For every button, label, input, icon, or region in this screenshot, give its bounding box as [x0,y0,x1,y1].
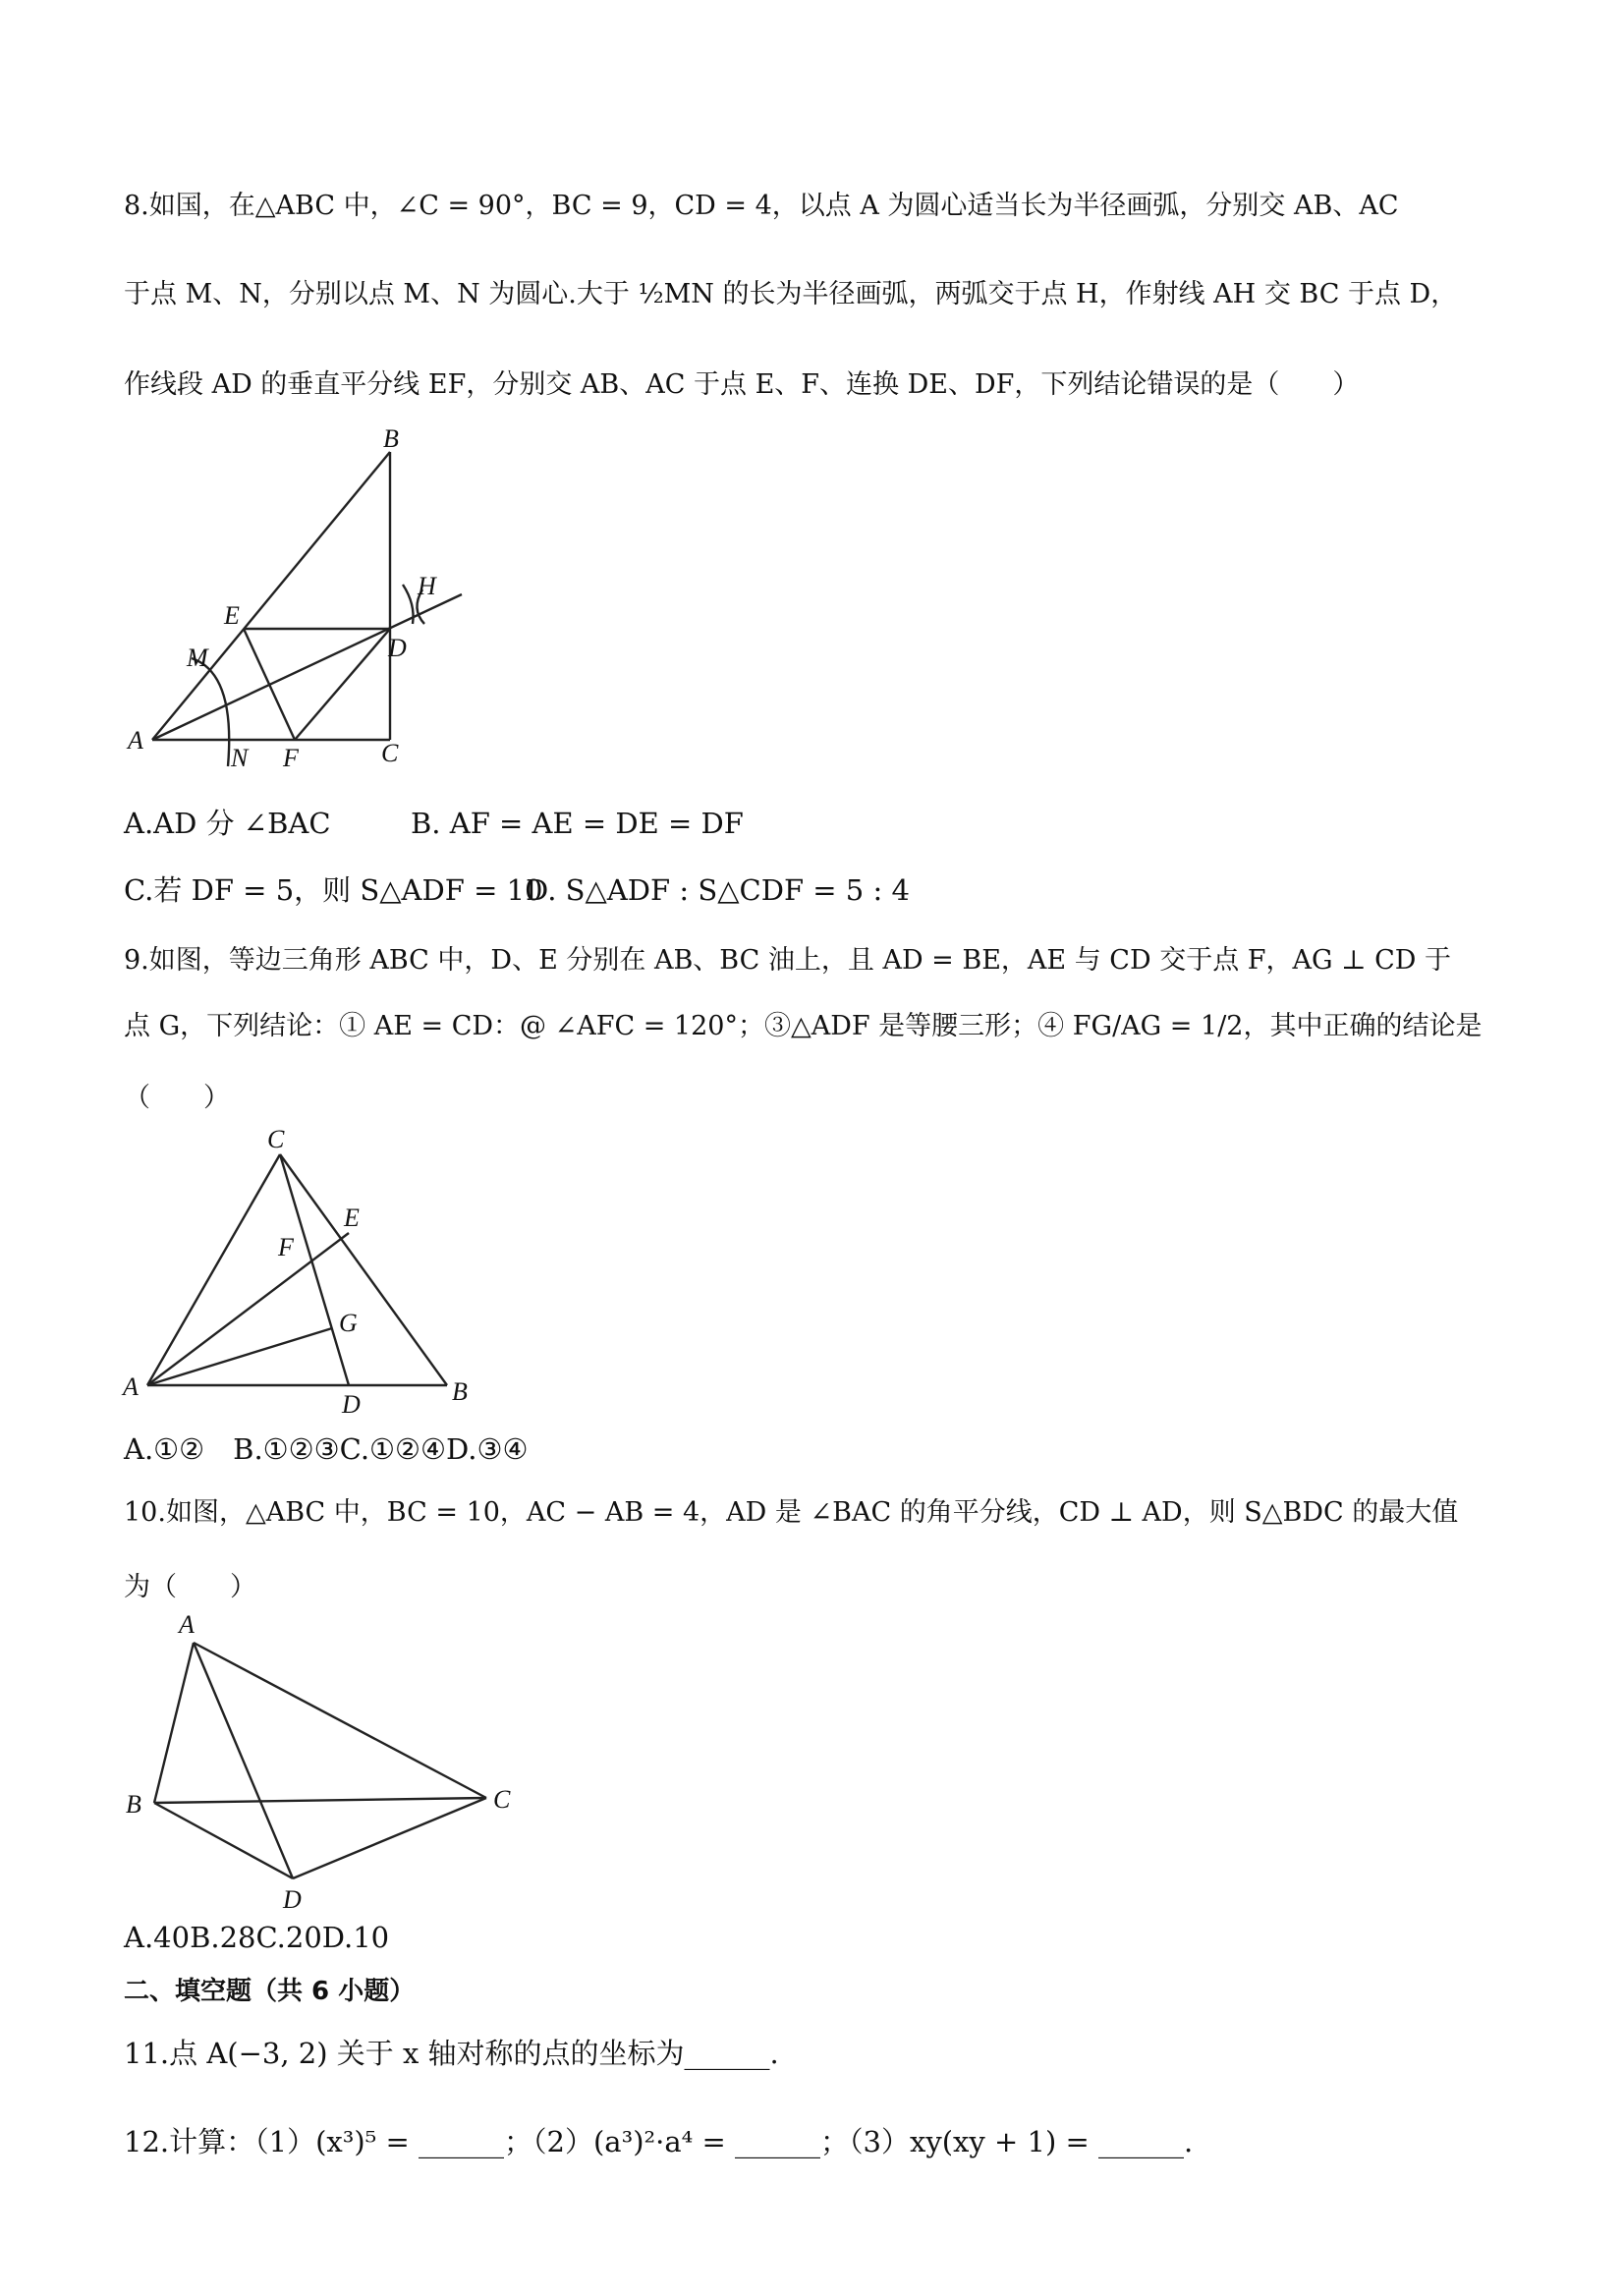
q8-figure [118,422,472,786]
q10-line1: 10.如图，△ABC 中，BC = 10，AC − AB = 4，AD 是 ∠BAC 的角平分线，CD ⊥ AD，则 S△BDC 的最大值 [124,1497,1459,1528]
q8-label-M: M [187,644,208,672]
q9-label-E: E [344,1204,360,1232]
q8-option-a: A.AD 分 ∠BAC [124,807,331,840]
q9-line1: 9.如图，等边三角形 ABC 中，D、E 分别在 AB、BC 油上，且 AD = BE，AE 与 CD 交于点 F，AG ⊥ CD 于 [124,945,1452,976]
q9-label-A: A [123,1372,139,1401]
q8-label-D: D [388,634,407,662]
q8-label-F: F [283,744,299,772]
q9-label-F: F [278,1233,294,1261]
q9-line3: （ ） [124,1083,230,1113]
q8-line3: 作线段 AD 的垂直平分线 EF，分别交 AB、AC 于点 E、F、连换 DE、DF，下列结论错误的是（ ） [124,369,1360,400]
q8-label-C: C [381,739,399,767]
q8-line1: 8.如国，在△ABC 中，∠C = 90°，BC = 9，CD = 4，以点 A 为圆心适当长为半径画弧，分别交 AB、AC [124,191,1399,221]
q8-label-E: E [224,601,240,630]
q8-option-b: B. AF = AE = DE = DF [411,807,744,840]
q8-line2: 于点 M、N，分别以点 M、N 为圆心.大于 ½MN 的长为半径画弧，两弧交于点 H，作射线 AH 交 BC 于点 D， [124,279,1458,309]
q10-label-C: C [493,1785,511,1814]
q10-options: A.40B.28C.20D.10 [124,1921,390,1954]
q12: 12.计算：（1）(x³)⁵ = ______；（2）(a³)²·a⁴ = ______；（3）xy(xy + 1) = ______. [124,2125,1194,2158]
q9-label-D: D [342,1390,361,1415]
q9-label-C: C [267,1125,285,1153]
section-heading: 二、填空题（共 6 小题） [124,1977,416,2006]
q10-line2: 为（ ） [124,1572,256,1602]
q9-label-B: B [452,1377,468,1406]
q8-option-d: D. S△ADF : S△CDF = 5 : 4 [526,873,910,907]
q10-label-D: D [283,1885,302,1914]
q10-label-A: A [179,1610,195,1639]
q11: 11.点 A(−3, 2) 关于 x 轴对称的点的坐标为______. [124,2037,779,2070]
q9-line2: 点 G，下列结论：① AE = CD：@ ∠AFC = 120°；③△ADF 是等腰三形；④ FG/AG = 1/2，其中正确的结论是 [124,1011,1483,1041]
q8-option-c: C.若 DF = 5，则 S△ADF = 10 [124,873,543,907]
q9-options: A.①② B.①②③C.①②④D.③④ [124,1432,529,1466]
q10-label-B: B [126,1790,141,1819]
q8-label-H: H [418,572,436,600]
q9-figure [118,1120,491,1415]
q10-figure [118,1601,531,1926]
q8-label-B: B [383,424,399,453]
q8-label-N: N [231,744,249,772]
q8-label-A: A [128,726,143,755]
q9-label-G: G [339,1309,358,1337]
